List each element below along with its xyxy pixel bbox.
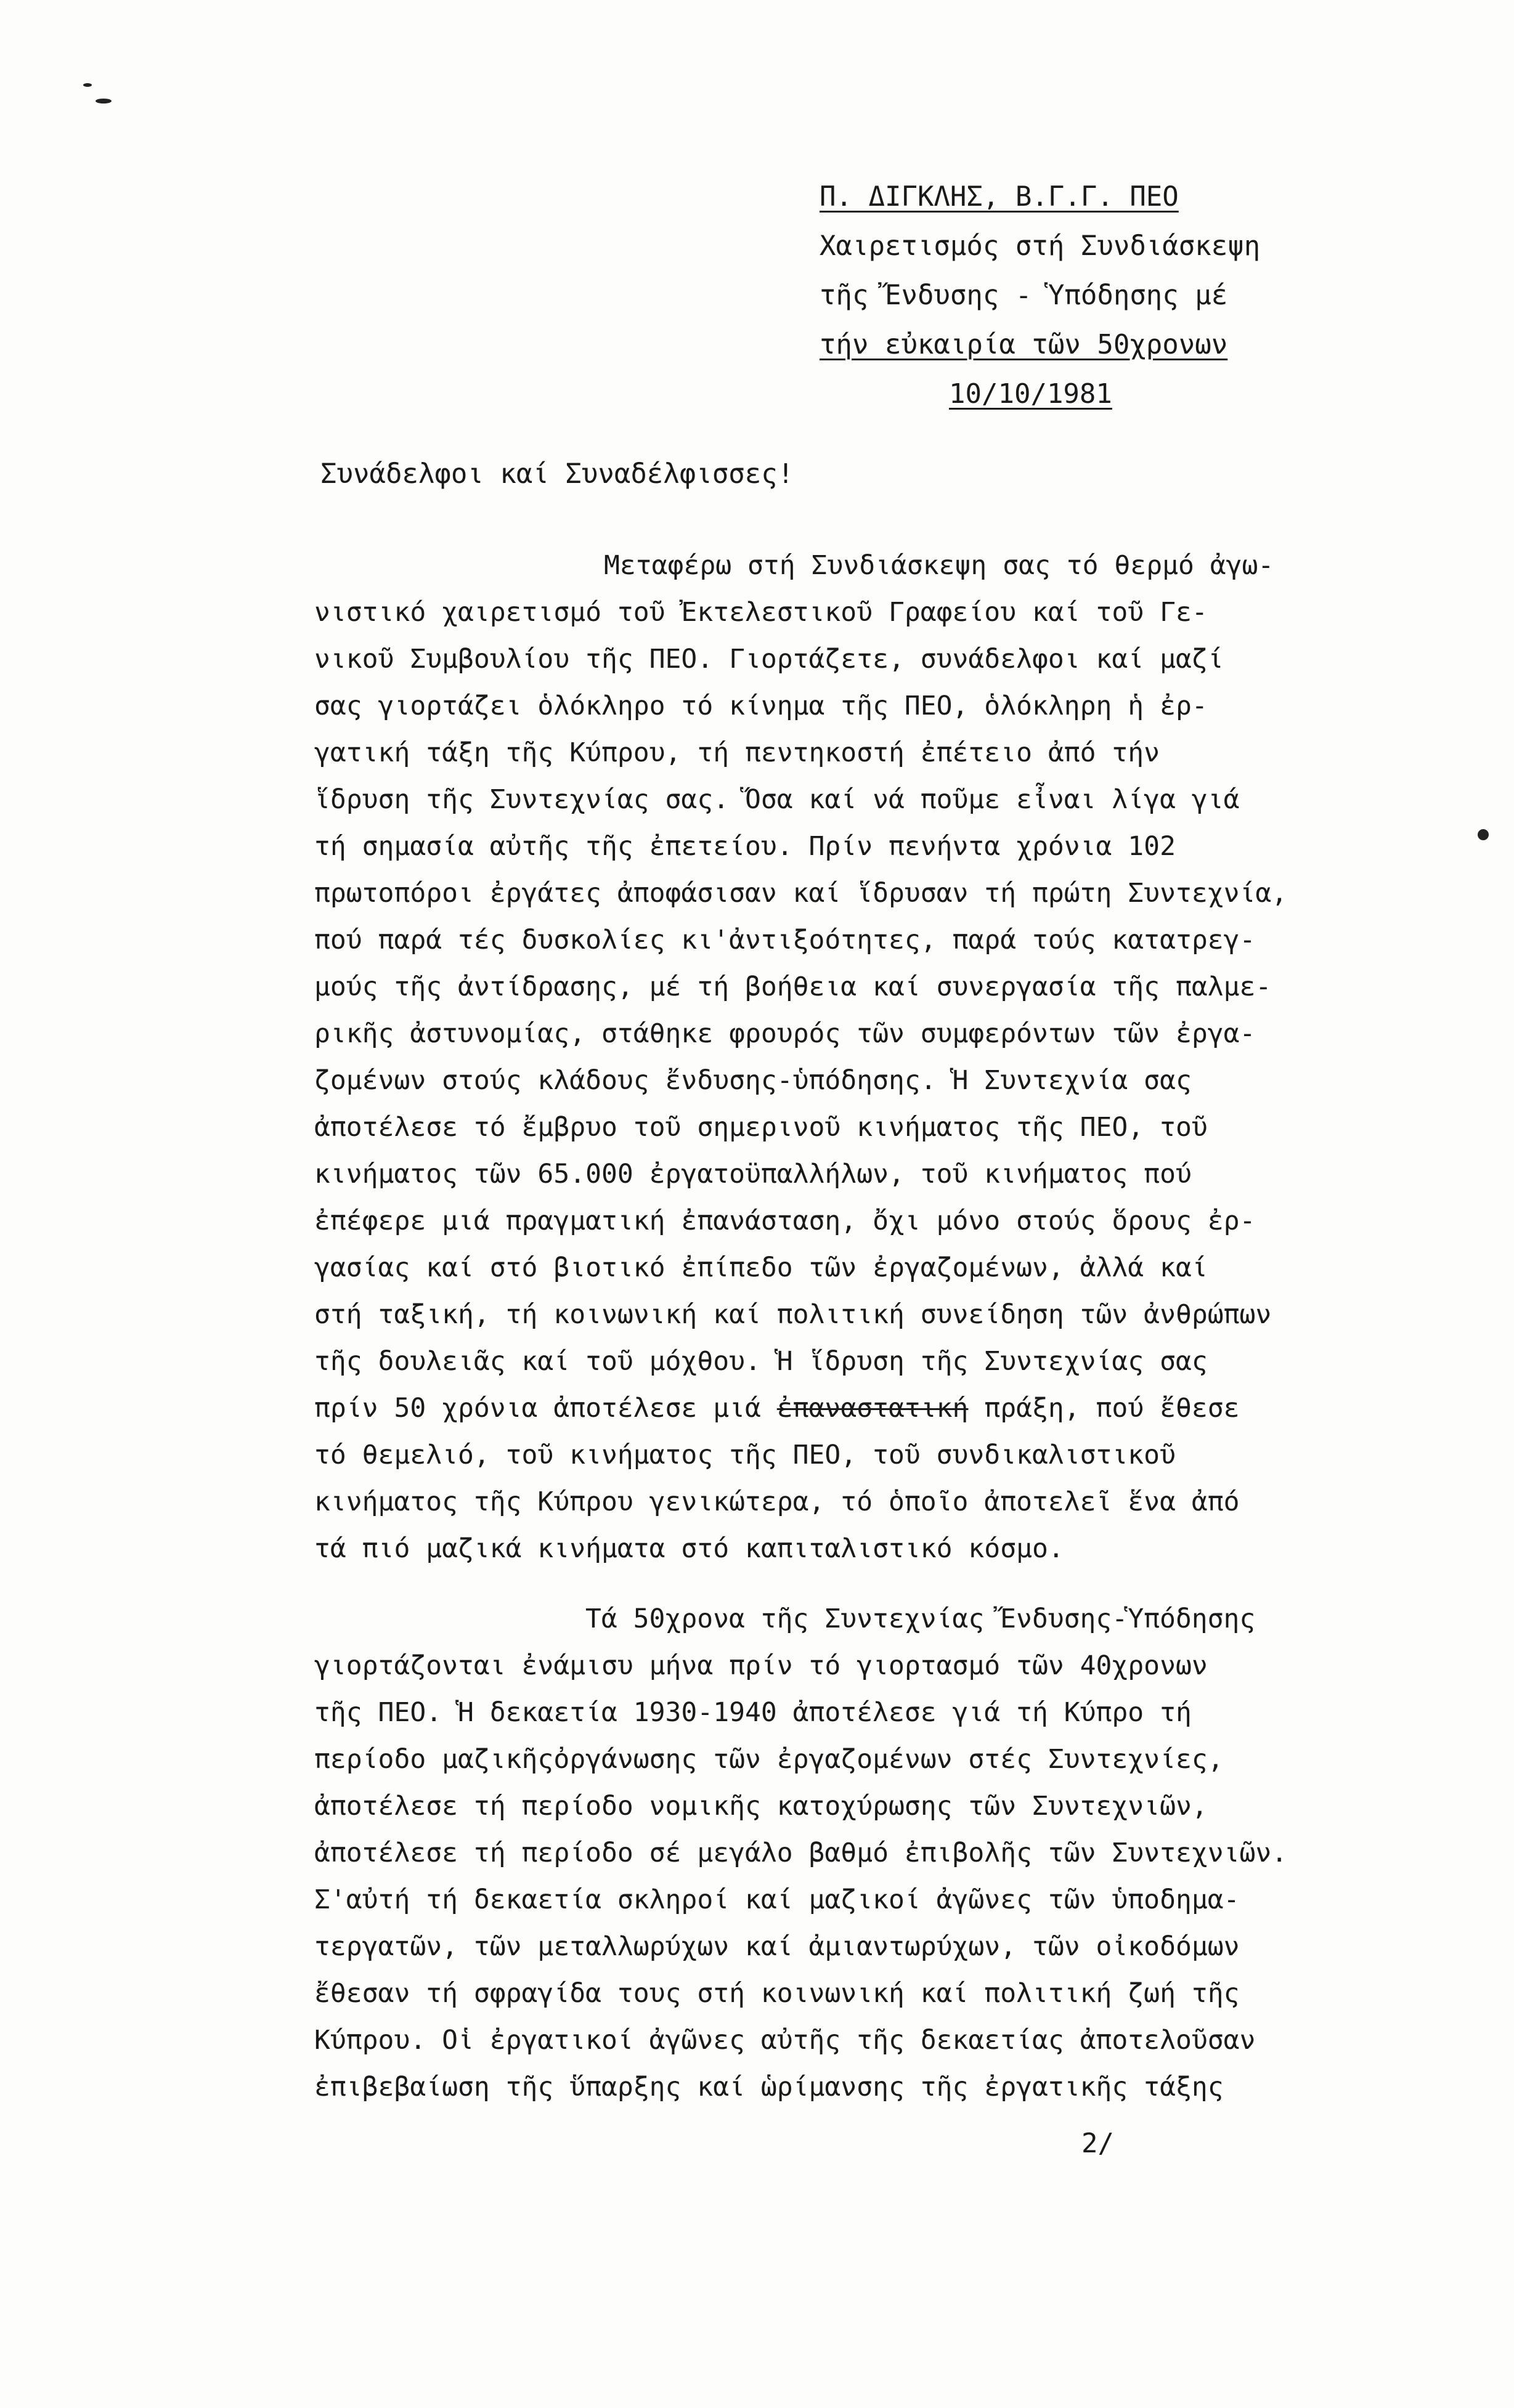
para2-line: ἀποτέλεσε τή περίοδο νομικῆς κατοχύρωσης τῶν Συντεχνιῶν, <box>314 1791 1208 1822</box>
salutation: Συνάδελφοι καί Συναδέλφισσες! <box>320 458 794 490</box>
para1-line: Μεταφέρω στή Συνδιάσκεψη σας τό θερμό ἀγω- <box>604 550 1274 581</box>
paragraph-1 <box>314 542 1442 1572</box>
para2-line: γιορτάζονται ἐνάμισυ μήνα πρίν τό γιορτασμό τῶν 40χρονων <box>314 1650 1208 1681</box>
para1-line: τῆς δουλειᾶς καί τοῦ μόχθου. Ἡ ἵδρυση τῆς Συντεχνίας σας <box>314 1346 1208 1377</box>
letter-header <box>820 172 1374 419</box>
para2-line: ἔθεσαν τή σφραγίδα τους στή κοινωνική καί πολιτική ζωή τῆς <box>314 1978 1240 2009</box>
para1-line: ἐπέφερε μιά πραγματική ἐπανάσταση, ὄχι μόνο στούς ὅρους ἐρ- <box>314 1206 1256 1236</box>
para1-line: νιστικό χαιρετισμό τοῦ Ἐκτελεστικοῦ Γραφείου καί τοῦ Γε- <box>314 597 1208 628</box>
para1-line: ζομένων στούς κλάδους ἔνδυσης-ὑπόδησης. Ἡ Συντεχνία σας <box>314 1065 1192 1096</box>
paragraph-2 <box>314 1595 1442 2110</box>
para2-line: Σ'αὐτή τή δεκαετία σκληροί καί μαζικοί ἀγῶνες τῶν ὑποδημα- <box>314 1884 1240 1915</box>
para2-line: τῆς ΠΕΟ. Ἡ δεκαετία 1930-1940 ἀποτέλεσε γιά τή Κύπρο τή <box>314 1697 1192 1728</box>
page-number: 2/ <box>1081 2128 1114 2159</box>
para1-line: σας γιορτάζει ὁλόκληρο τό κίνημα τῆς ΠΕΟ, ὁλόκληρη ἡ ἐρ- <box>314 691 1208 721</box>
para1-line: πού παρά τές δυσκολίες κι'ἀντιξοότητες, παρά τούς κατατρεγ- <box>314 925 1256 955</box>
title-line-1: Χαιρετισμός στή Συνδιάσκεψη <box>820 230 1261 262</box>
para1-line: γατική τάξη τῆς Κύπρου, τή πεντηκοστή ἐπέτειο ἀπό τήν <box>314 737 1160 768</box>
scan-speck-top-left-2 <box>96 99 112 103</box>
para2-line: ἐπιβεβαίωση τῆς ὕπαρξης καί ὡρίμανσης τῆς ἐργατικῆς τάξης <box>314 2072 1224 2102</box>
para1-line: νικοῦ Συμβουλίου τῆς ΠΕΟ. Γιορτάζετε, συνάδελφοι καί μαζί <box>314 644 1224 675</box>
author-text: Π. ΔΙΓΚΛΗΣ, Β.Γ.Γ. ΠΕΟ <box>820 181 1179 213</box>
title-line-3-text: τήν εὐκαιρία τῶν 50χρονων <box>820 329 1228 360</box>
author-line <box>820 172 1374 222</box>
para1-line: ἵδρυση τῆς Συντεχνίας σας. Ὅσα καί νά ποῦμε εἶναι λίγα γιά <box>314 784 1240 815</box>
date-text: 10/10/1981 <box>949 378 1112 410</box>
para1-line: ρικῆς ἀστυνομίας, στάθηκε φρουρός τῶν συμφερόντων τῶν ἐργα- <box>314 1018 1256 1049</box>
para1-line: στή ταξική, τή κοινωνική καί πολιτική συνείδηση τῶν ἀνθρώπων <box>314 1299 1272 1330</box>
struck-word: ἐπαναστατική <box>776 1393 969 1424</box>
para2-line: τεργατῶν, τῶν μεταλλωρύχων καί ἀμιαντωρύχων, τῶν οἰκοδόμων <box>314 1931 1240 1962</box>
para1-line: πρωτοπόροι ἐργάτες ἀποφάσισαν καί ἵδρυσαν τή πρώτη Συντεχνία, <box>314 878 1288 909</box>
date-line <box>820 370 1374 419</box>
para1-line: τή σημασία αὐτῆς τῆς ἐπετείου. Πρίν πενήντα χρόνια 102 <box>314 831 1176 862</box>
para1-line: κινήματος τῶν 65.000 ἐργατοϋπαλλήλων, τοῦ κινήματος πού <box>314 1159 1192 1190</box>
line-19-end: πράξη, πού ἔθεσε <box>968 1393 1240 1424</box>
para2-line: ἀποτέλεσε τή περίοδο σέ μεγάλο βαθμό ἐπιβολῆς τῶν Συντεχνιῶν. <box>314 1838 1288 1868</box>
para1-line: τά πιό μαζικά κινήματα στό καπιταλιστικό κόσμο. <box>314 1533 1064 1564</box>
para2-line: Τά 50χρονα τῆς Συντεχνίας Ἔνδυσης-Ὑπόδησης <box>585 1603 1256 1634</box>
title-line-2: τῆς Ἔνδυσης - Ὑπόδησης μέ <box>820 280 1228 311</box>
line-19-start: πρίν 50 χρόνια ἀποτέλεσε μιά <box>314 1393 777 1424</box>
para1-line: ἀποτέλεσε τό ἔμβρυο τοῦ σημερινοῦ κινήματος τῆς ΠΕΟ, τοῦ <box>314 1112 1208 1143</box>
scan-speck-top-left <box>83 83 92 87</box>
para1-line: μούς τῆς ἀντίδρασης, μέ τή βοήθεια καί συνεργασία τῆς παλμε- <box>314 971 1272 1002</box>
para1-line-struck <box>314 1385 1442 1432</box>
para2-line: Κύπρου. Οἱ ἐργατικοί ἀγῶνες αὐτῆς τῆς δεκαετίας ἀποτελοῦσαν <box>314 2025 1256 2056</box>
para1-line: γασίας καί στό βιοτικό ἐπίπεδο τῶν ἐργαζομένων, ἀλλά καί <box>314 1252 1208 1283</box>
para2-line: περίοδο μαζικῆςὀργάνωσης τῶν ἐργαζομένων στές Συντεχνίες, <box>314 1744 1224 1775</box>
scan-speck-right-margin <box>1478 829 1489 840</box>
para1-line: τό θεμελιό, τοῦ κινήματος τῆς ΠΕΟ, τοῦ συνδικαλιστικοῦ <box>314 1440 1176 1470</box>
para1-line: κινήματος τῆς Κύπρου γενικώτερα, τό ὁποῖο ἀποτελεῖ ἕνα ἀπό <box>314 1486 1240 1517</box>
title-line-3 <box>820 320 1374 370</box>
